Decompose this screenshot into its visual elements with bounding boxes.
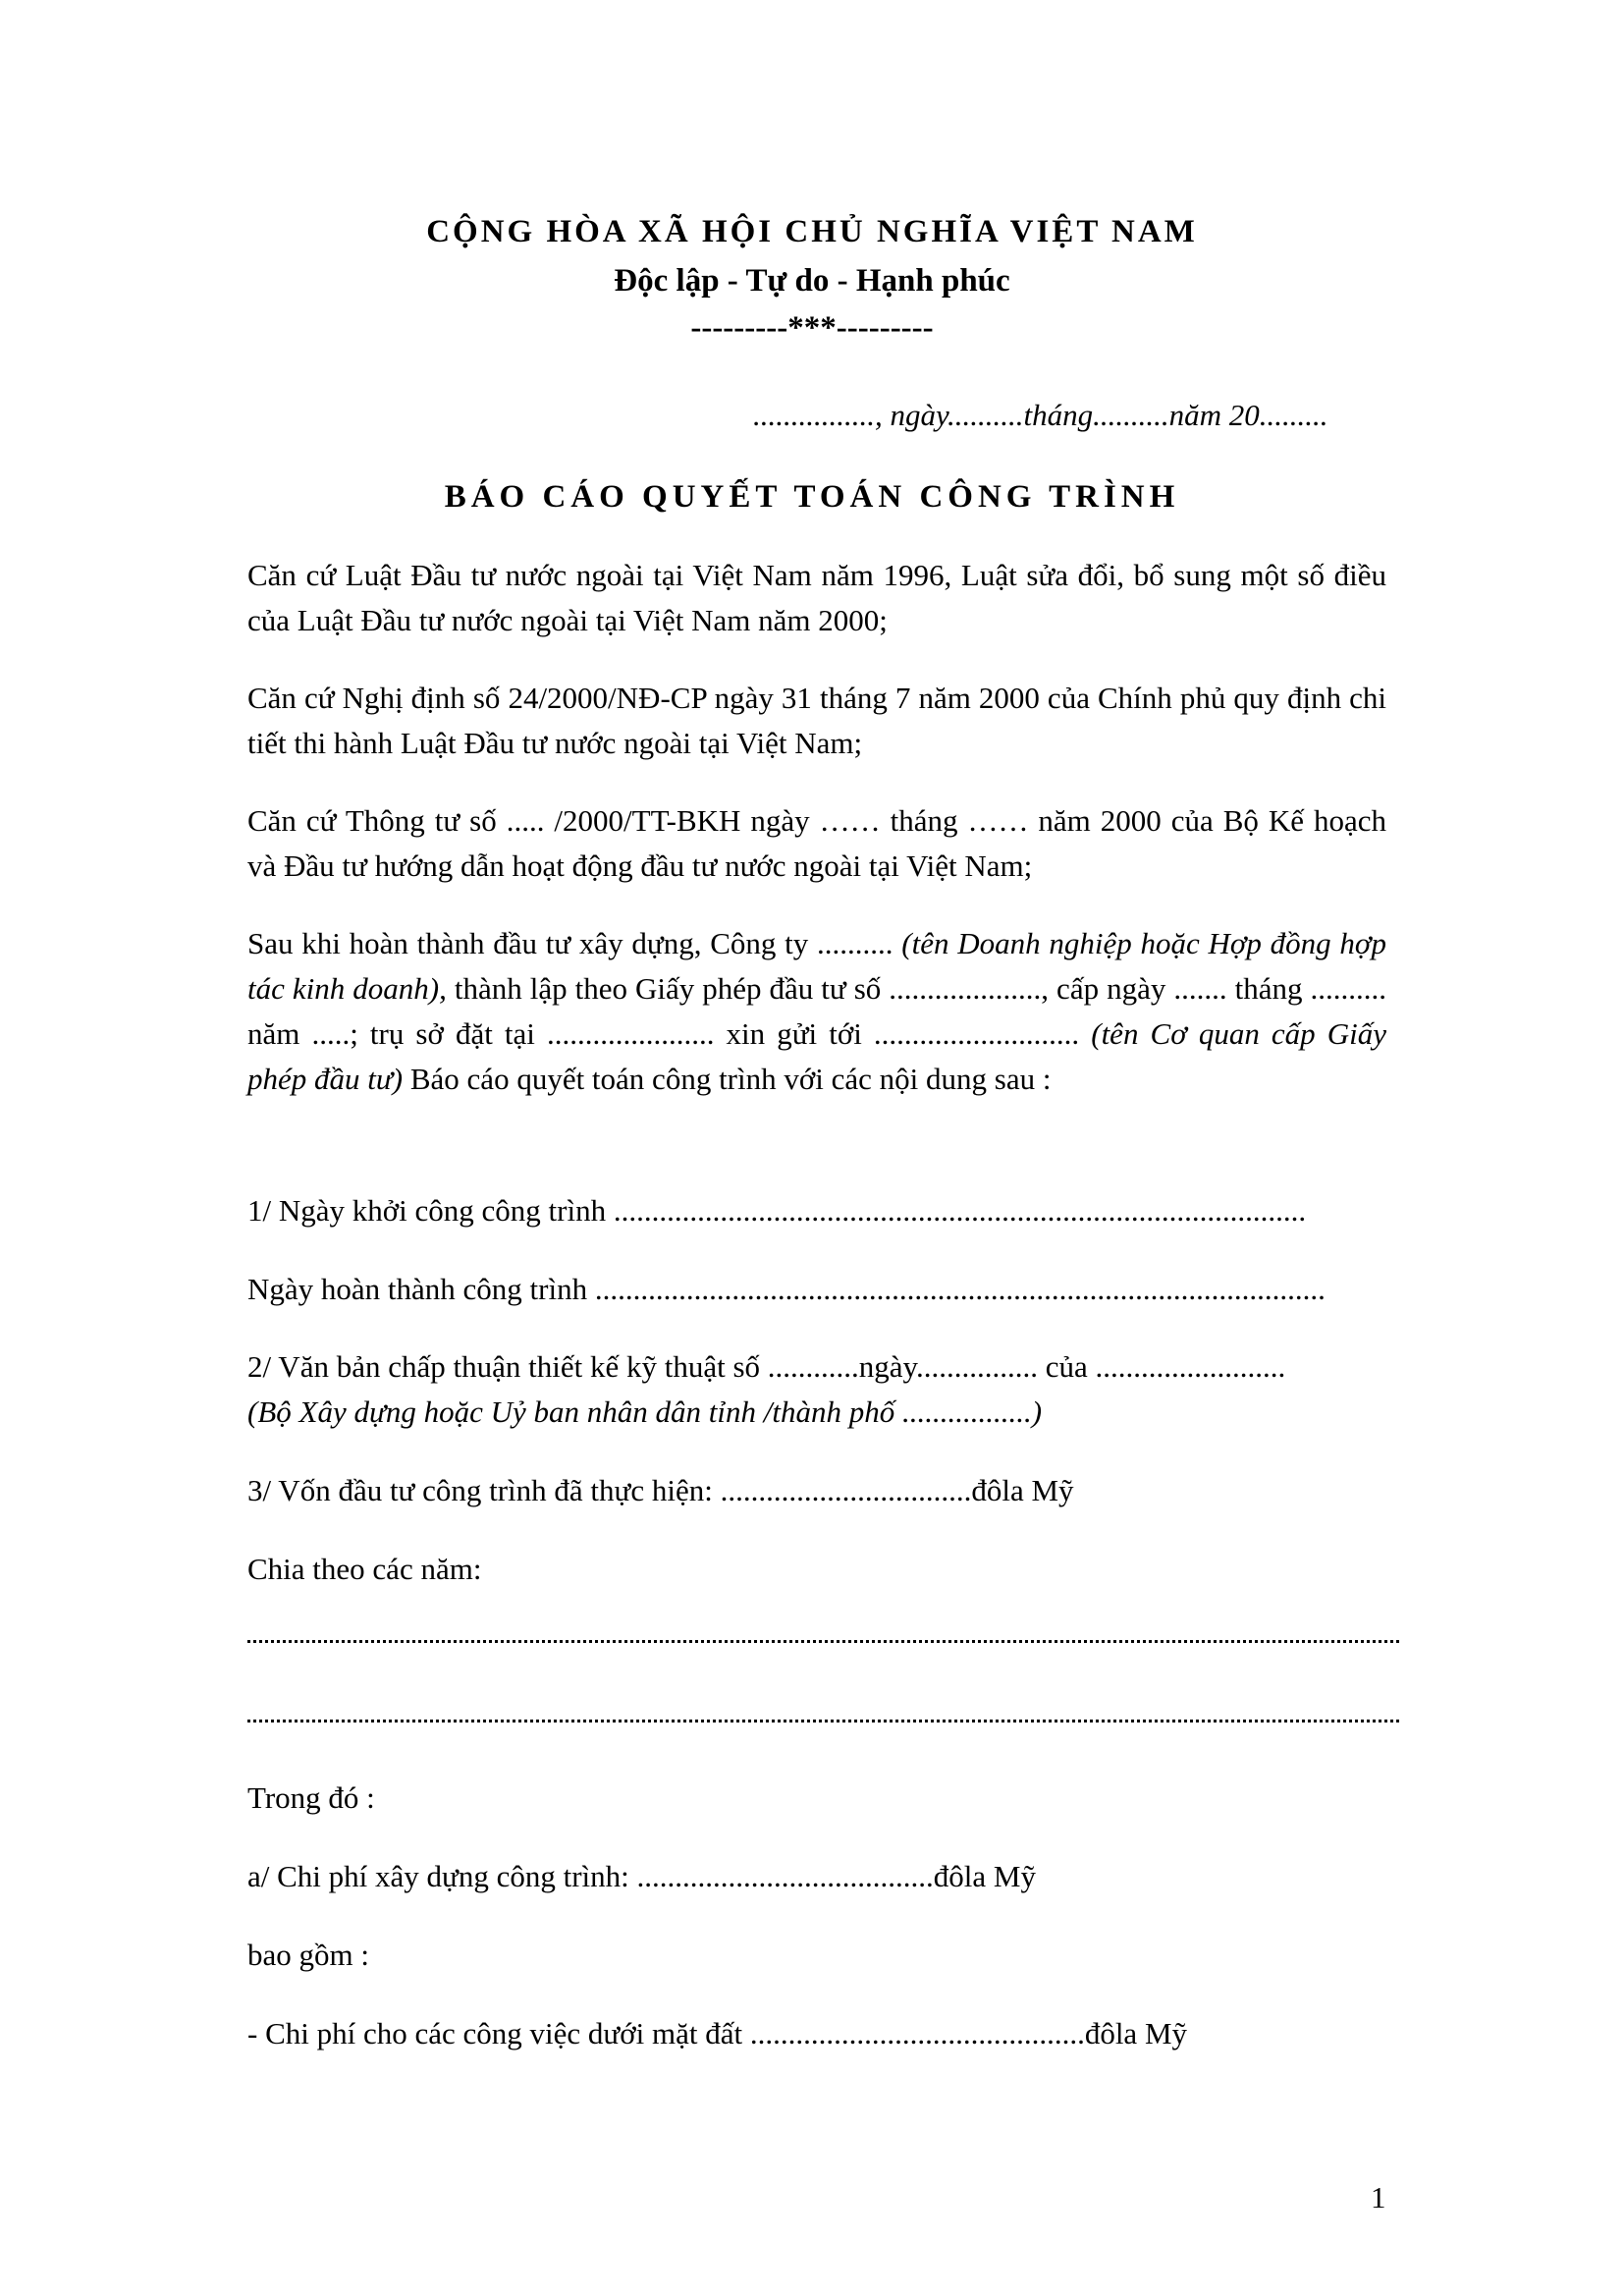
underground-cost-line: - Chi phí cho các công việc dưới mặt đất ............................................đôla Mỹ	[247, 2016, 1188, 2050]
page-number: 1	[1371, 2180, 1386, 2214]
paragraph-legal-basis-3: Căn cứ Thông tư số ..... /2000/TT-BKH ngày …… tháng …… năm 2000 của Bộ Kế hoạch và Đầu tư hướng dẫn hoạt động đầu tư nước ngoài tại Việt Nam;	[247, 803, 1386, 883]
paragraph-company-statement	[247, 921, 1386, 1102]
includes-label: bao gồm :	[247, 1938, 369, 1972]
licensing-agency-note: (tên Cơ quan cấp Giấy phép đầu tư)	[247, 1016, 1386, 1096]
paragraph-legal-basis-1: Căn cứ Luật Đầu tư nước ngoài tại Việt Nam năm 1996, Luật sửa đổi, bổ sung một số điều của Luật Đầu tư nước ngoài tại Việt Nam năm 2000;	[247, 558, 1386, 637]
company-name-note: (tên Doanh nghiệp hoặc Hợp đồng hợp tác kinh doanh),	[247, 926, 1386, 1006]
blank-dotted-line	[247, 1716, 1399, 1722]
by-year-label: Chia theo các năm:	[247, 1552, 482, 1586]
company-statement-text-3: Báo cáo quyết toán công trình với các nội dung sau :	[403, 1062, 1052, 1096]
header-divider: ---------***---------	[690, 310, 934, 346]
company-statement-text-2: thành lập theo Giấy phép đầu tư số ...................., cấp ngày ....... tháng .......... năm .....; trụ sở đặt tại ...................... xin gửi tới ...........................	[247, 971, 1386, 1051]
technical-design-approval-line: 2/ Văn bản chấp thuận thiết kế kỹ thuật số ............ngày................ của .........................	[247, 1349, 1286, 1384]
report-title: BÁO CÁO QUYẾT TOÁN CÔNG TRÌNH	[444, 479, 1180, 515]
invested-capital-line: 3/ Vốn đầu tư công trình đã thực hiện: .................................đôla Mỹ	[247, 1473, 1074, 1507]
construction-cost-line: a/ Chi phí xây dựng công trình: .......................................đôla Mỹ	[247, 1859, 1036, 1893]
national-motto: Độc lập - Tự do - Hạnh phúc	[614, 263, 1010, 299]
of-which-label: Trong đó :	[247, 1780, 375, 1815]
paragraph-legal-basis-2: Căn cứ Nghị định số 24/2000/NĐ-CP ngày 31 tháng 7 năm 2000 của Chính phủ quy định chi tiết thi hành Luật Đầu tư nước ngoài tại Việt Nam;	[247, 681, 1386, 760]
company-statement-text-1: Sau khi hoàn thành đầu tư xây dựng, Công ty ..........	[247, 926, 902, 960]
country-name-heading: CỘNG HÒA XÃ HỘI CHỦ NGHĨA VIỆT NAM	[426, 214, 1198, 249]
start-date-line: 1/ Ngày khởi công công trình ...........................................................................................	[247, 1193, 1307, 1228]
date-line: ................, ngày..........tháng..........năm 20.........	[753, 398, 1328, 432]
blank-dotted-line	[247, 1636, 1399, 1643]
finish-date-line: Ngày hoàn thành công trình ................................................................................................	[247, 1272, 1326, 1306]
approval-authority-note: (Bộ Xây dựng hoặc Uỷ ban nhân dân tỉnh /thành phố .................)	[247, 1394, 1043, 1429]
